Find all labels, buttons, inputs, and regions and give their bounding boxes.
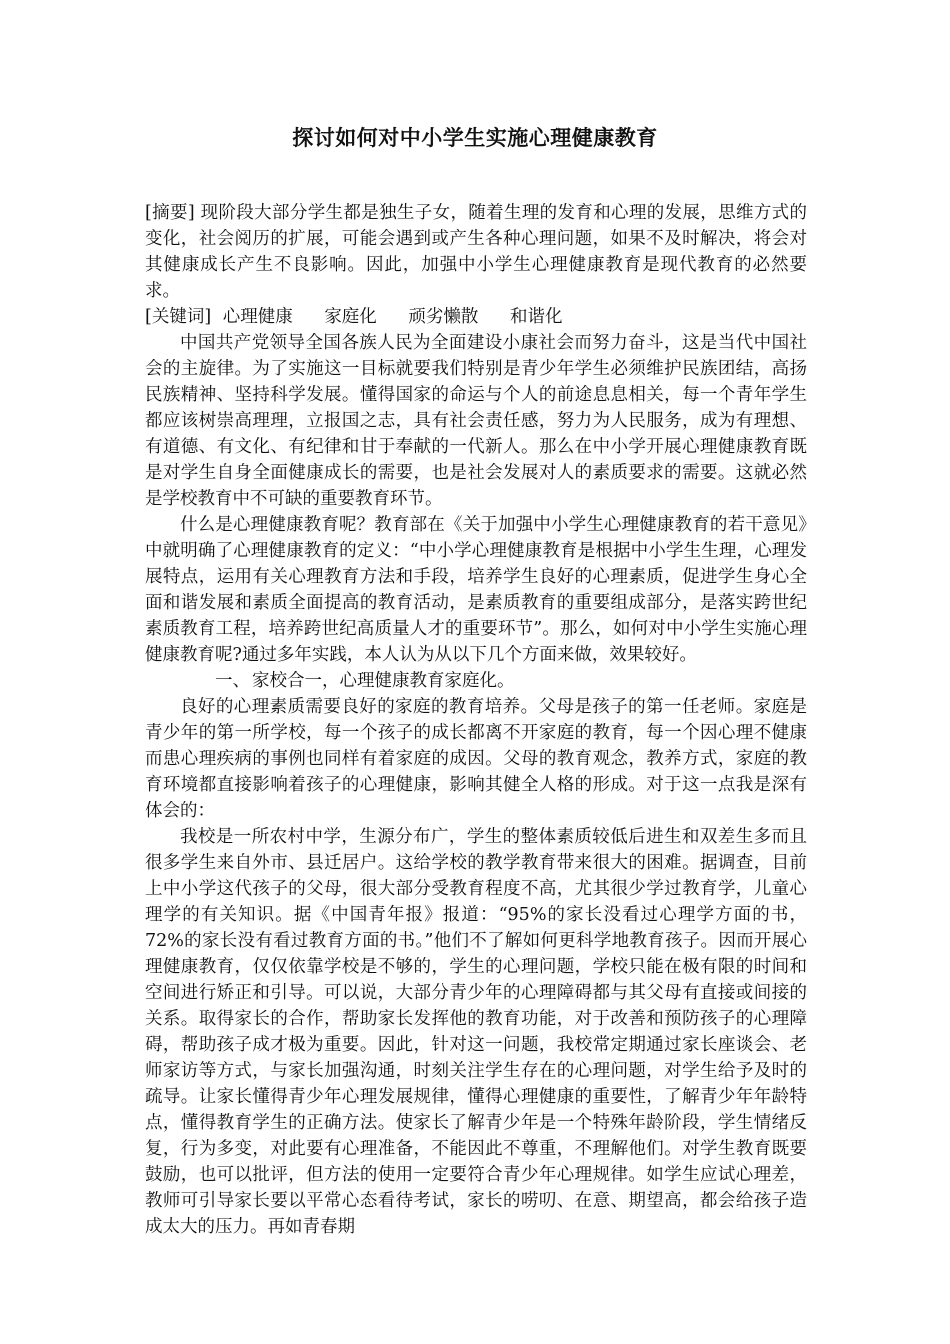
keyword-item: 家庭化: [324, 307, 377, 327]
abstract-text: 现阶段大部分学生都是独生子女，随着生理的发育和心理的发展，思维方式的变化，社会阅历的扩展，可能会遇到或产生各种心理问题，如果不及时解决，将会对其健康成长产生不良影响。因此，加强中小学生心理健康教育是现代教育的必然要求。: [145, 203, 808, 301]
abstract: [145, 200, 807, 304]
body-paragraph: 中国共产党领导全国各族人民为全面建设小康社会而努力奋斗，这是当代中国社会的主旋律。为了实施这一目标就要我们特别是青少年学生必须维护民族团结，高扬民族精神、坚持科学发展。懂得国家的命运与个人的前途息息相关，每一个青年学生都应该树崇高理理，立报国之志，具有社会责任感，努力为人民服务，成为有理想、有道德、有文化、有纪律和甘于奉献的一代新人。那么在中小学开展心理健康教育既是对学生自身全面健康成长的需要，也是社会发展对人的素质要求的需要。这就必然是学校教育中不可缺的重要教育环节。: [145, 333, 807, 509]
document-title: 探讨如何对中小学生实施心理健康教育: [292, 126, 658, 150]
section-heading: [145, 668, 807, 694]
document-body: [145, 200, 807, 1240]
keywords: [145, 304, 807, 330]
section-heading-text: 家校合一，心理健康教育家庭化。: [252, 671, 515, 691]
section-number: 一、: [215, 671, 250, 691]
abstract-label: [摘要]: [145, 203, 195, 223]
keywords-label: [关键词]: [145, 307, 212, 327]
body-paragraph: 良好的心理素质需要良好的家庭的教育培养。父母是孩子的第一任老师。家庭是青少年的第一所学校，每一个孩子的成长都离不开家庭的教育，每一个因心理不健康而患心理疾病的事例也同样有着家庭的成因。父母的教育观念，教养方式，家庭的教育环境都直接影响着孩子的心理健康，影响其健全人格的形成。对于这一点我是深有体会的：: [145, 697, 807, 821]
keyword-item: 顽劣懒散: [408, 307, 479, 327]
body-paragraph: 我校是一所农村中学，生源分布广，学生的整体素质较低后进生和双差生多而且很多学生来自外市、县迁居户。这给学校的教学教育带来很大的困难。据调查，目前上中小学这代孩子的父母，很大部分受教育程度不高，尤其很少学过教育学，儿童心理学的有关知识。据《中国青年报》报道：“95%的家长没看过心理学方面的书，72%的家长没有看过教育方面的书。”他们不了解如何更科学地教育孩子。因而开展心理健康教育，仅仅依靠学校是不够的，学生的心理问题，学校只能在极有限的时间和空间进行矫正和引导。可以说，大部分青少年的心理障碍都与其父母有直接或间接的关系。取得家长的合作，帮助家长发挥他的教育功能，对于改善和预防孩子的心理障碍，帮助孩子成才极为重要。因此，针对这一问题，我校常定期通过家长座谈会、老师家访等方式，与家长加强沟通，时刻关注学生存在的心理问题，对学生给予及时的疏导。让家长懂得青少年心理发展规律，懂得心理健康的重要性，了解青少年年龄特点，懂得教育学生的正确方法。使家长了解青少年是一个特殊年龄阶段，学生情绪反复，行为多变，对此要有心理准备，不能因此不尊重，不理解他们。对学生教育既要鼓励，也可以批评，但方法的使用一定要符合青少年心理规律。如学生应试心理差，教师可引导家长要以平常心态看待考试，家长的唠叨、在意、期望高，都会给孩子造成太大的压力。再如青春期: [145, 827, 807, 1237]
body-paragraph: 什么是心理健康教育呢？教育部在《关于加强中小学生心理健康教育的若干意见》中就明确了心理健康教育的定义：“中小学心理健康教育是根据中小学生生理，心理发展特点，运用有关心理教育方法和手段，培养学生良好的心理素质，促进学生身心全面和谐发展和素质全面提高的教育活动，是素质教育的重要组成部分，是落实跨世纪素质教育工程，培养跨世纪高质量人才的重要环节”。那么，如何对中小学生实施心理健康教育呢?通过多年实践，本人认为从以下几个方面来做，效果较好。: [145, 515, 807, 665]
keyword-item: 心理健康: [222, 307, 293, 327]
keyword-item: 和谐化: [509, 307, 563, 327]
